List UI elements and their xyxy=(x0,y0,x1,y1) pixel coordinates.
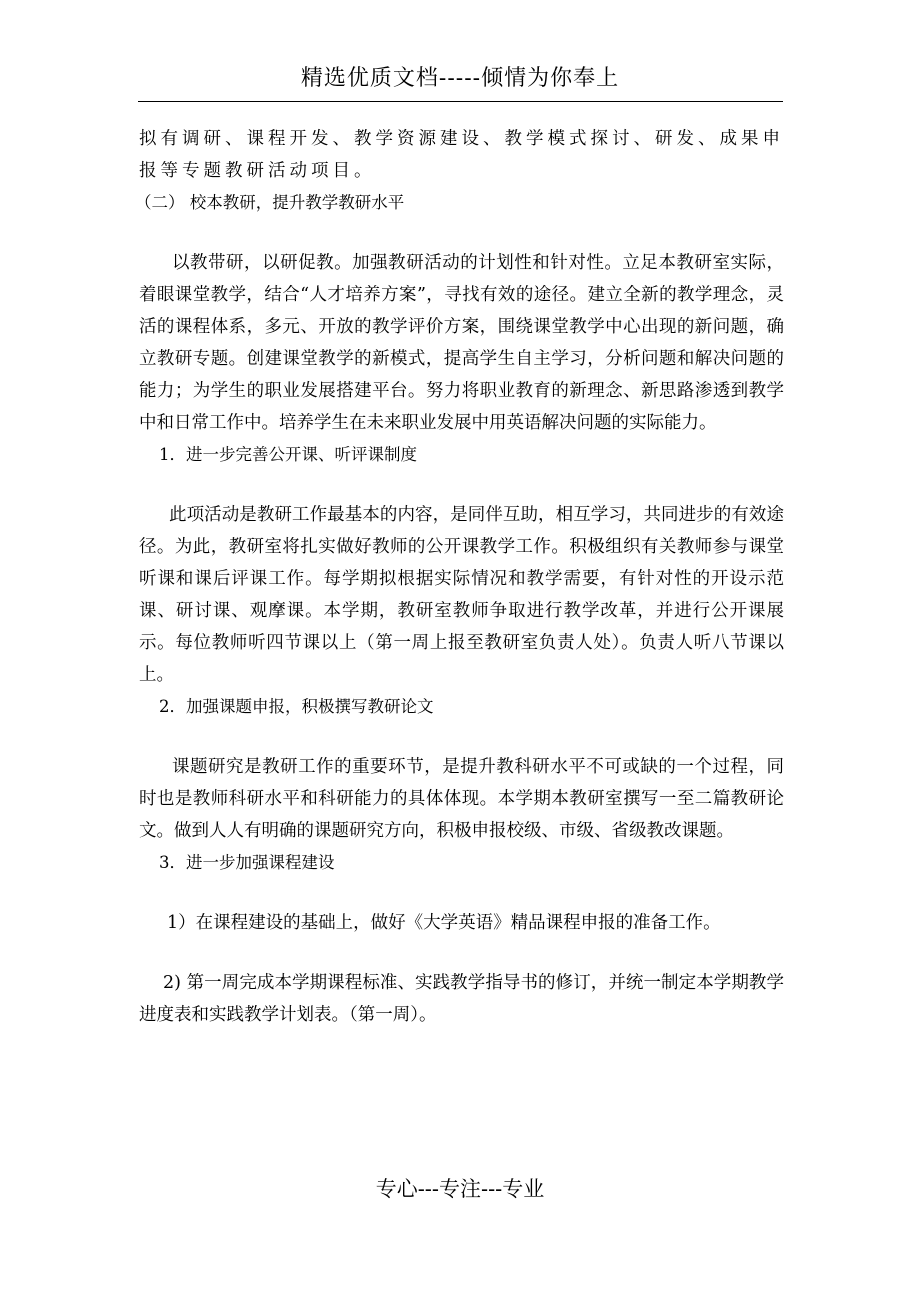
item-3-subitem-1: 1）在课程建设的基础上，做好《大学英语》精品课程申报的准备工作。 xyxy=(167,913,721,933)
section-2-heading: （二） 校本教研，提升教学教研水平 xyxy=(135,193,405,212)
item-2-heading: 2．加强课题申报，积极撰写教研论文 xyxy=(159,697,434,716)
item-1-paragraph: 此项活动是教研工作最基本的内容，是同伴互助，相互学习，共同进步的有效途径。为此，教研室将扎实做好教师的公开课教学工作。积极组织有关教师参与课堂听课和课后评课工作。每学期拟根据实际情况和教学需要，有针对性的开设示范课、研讨课、观摩课。本学期，教研室教师争取进行教学改革，并进行公开课展示。每位教师听四节课以上（第一周上报至教研室负责人处）。负责人听八节课以上。 xyxy=(139,505,784,685)
header-divider xyxy=(138,101,783,102)
item-1-heading: 1．进一步完善公开课、听评课制度 xyxy=(159,445,417,464)
intro-continuation-paragraph: 拟有调研、课程开发、教学资源建设、教学模式探讨、研发、成果申报等专题教研活动项目。 xyxy=(139,129,784,181)
section-2-paragraph: 以教带研，以研促教。加强教研活动的计划性和针对性。立足本教研室实际，着眼课堂教学，结合“人才培养方案”，寻找有效的途径。建立全新的教学理念，灵活的课程体系，多元、开放的教学评价方案，围绕课堂教学中心出现的新问题，确立教研专题。创建课堂教学的新模式，提高学生自主学习，分析问题和解决问题的能力；为学生的职业发展搭建平台。努力将职业教育的新理念、新思路渗透到教学中和日常工作中。培养学生在未来职业发展中用英语解决问题的实际能力。 xyxy=(139,253,784,433)
item-3-subitem-2: 2) 第一周完成本学期课程标准、实践教学指导书的修订，并统一制定本学期教学进度表和实践教学计划表。（第一周）。 xyxy=(139,973,784,1025)
page-footer: 专心---专注---专业 xyxy=(375,1177,545,1201)
item-3-heading: 3．进一步加强课程建设 xyxy=(159,853,335,872)
page-header-title: 精选优质文档-----倾情为你奉上 xyxy=(300,66,620,91)
document-body xyxy=(135,123,784,1031)
item-2-paragraph: 课题研究是教研工作的重要环节，是提升教科研水平不可或缺的一个过程，同时也是教师科研水平和科研能力的具体体现。本学期本教研室撰写一至二篇教研论文。做到人人有明确的课题研究方向，积极申报校级、市级、省级教改课题。 xyxy=(139,757,784,841)
